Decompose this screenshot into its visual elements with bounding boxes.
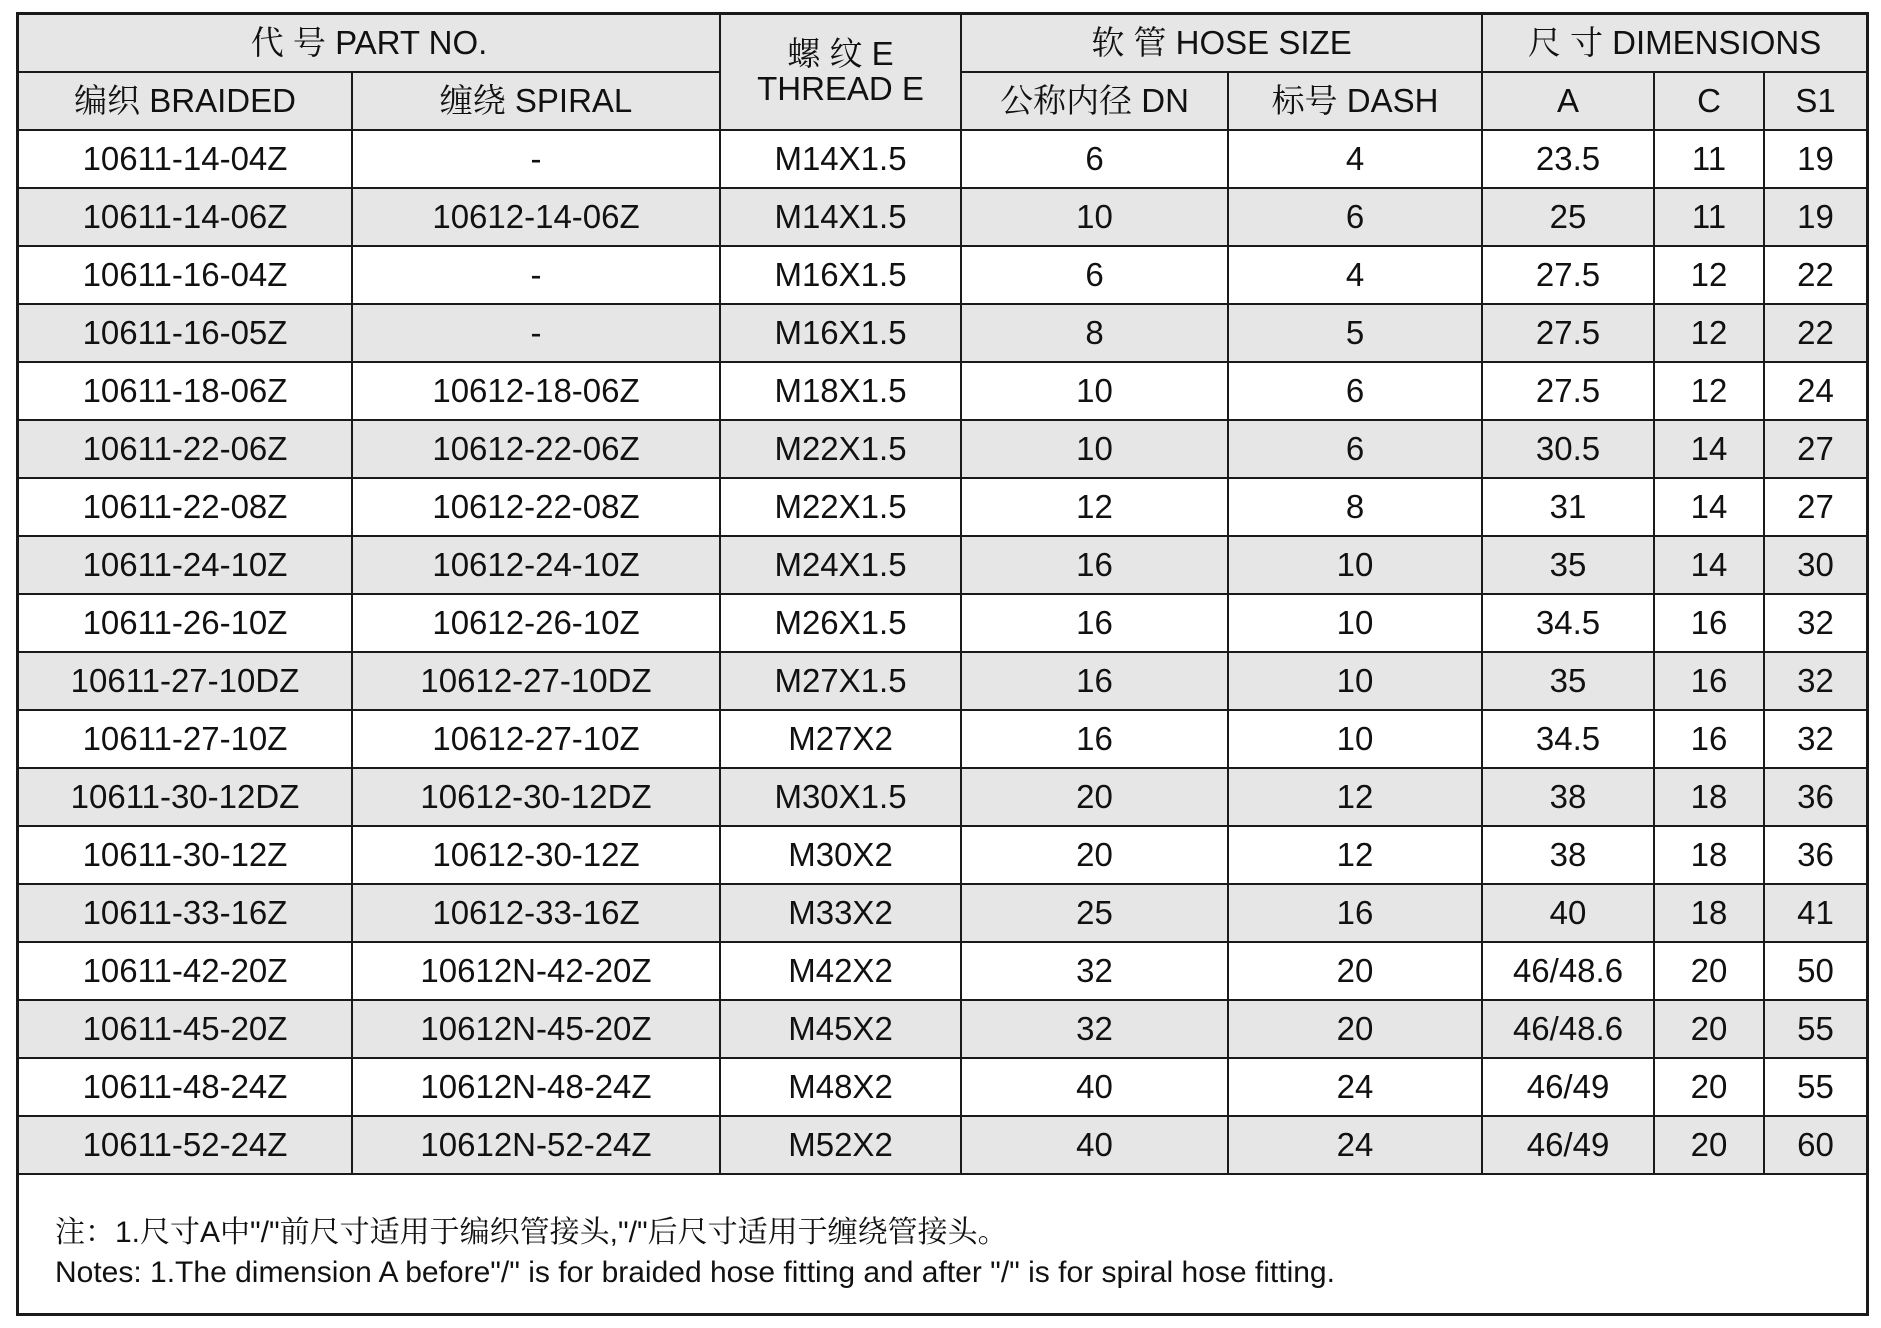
cell-thread: M16X1.5 xyxy=(720,304,961,362)
cell-dash: 20 xyxy=(1228,942,1482,1000)
cell-thread: M30X1.5 xyxy=(720,768,961,826)
cell-s1: 24 xyxy=(1764,362,1866,420)
cell-a: 46/49 xyxy=(1482,1116,1654,1174)
cell-braided: 10611-16-05Z xyxy=(19,304,352,362)
cell-a: 38 xyxy=(1482,768,1654,826)
cell-dash: 5 xyxy=(1228,304,1482,362)
header-s1: S1 xyxy=(1764,72,1866,130)
table-row xyxy=(19,536,1866,594)
cell-spiral: 10612-27-10DZ xyxy=(352,652,720,710)
table-row xyxy=(19,246,1866,304)
cell-braided: 10611-14-06Z xyxy=(19,188,352,246)
cell-thread: M42X2 xyxy=(720,942,961,1000)
cell-braided: 10611-27-10DZ xyxy=(19,652,352,710)
cell-spiral: 10612-22-08Z xyxy=(352,478,720,536)
table-row xyxy=(19,652,1866,710)
cell-dash: 4 xyxy=(1228,130,1482,188)
header-thread-cn: 螺 纹 E xyxy=(787,35,894,73)
cell-dn: 16 xyxy=(961,710,1228,768)
cell-a: 46/49 xyxy=(1482,1058,1654,1116)
table-row xyxy=(19,188,1866,246)
cell-s1: 41 xyxy=(1764,884,1866,942)
cell-c: 11 xyxy=(1654,188,1764,246)
table-row xyxy=(19,826,1866,884)
cell-spiral: 10612N-42-20Z xyxy=(352,942,720,1000)
header-c: C xyxy=(1654,72,1764,130)
header-thread xyxy=(720,15,961,130)
header-part-no: 代 号 PART NO. xyxy=(19,15,720,72)
header-braided: 编织 BRAIDED xyxy=(19,72,352,130)
cell-c: 12 xyxy=(1654,246,1764,304)
cell-dn: 32 xyxy=(961,942,1228,1000)
cell-dn: 32 xyxy=(961,1000,1228,1058)
cell-dn: 20 xyxy=(961,826,1228,884)
cell-s1: 55 xyxy=(1764,1000,1866,1058)
table-row xyxy=(19,478,1866,536)
cell-braided: 10611-42-20Z xyxy=(19,942,352,1000)
cell-spiral: 10612-33-16Z xyxy=(352,884,720,942)
cell-braided: 10611-14-04Z xyxy=(19,130,352,188)
header-a: A xyxy=(1482,72,1654,130)
cell-a: 40 xyxy=(1482,884,1654,942)
cell-dash: 6 xyxy=(1228,420,1482,478)
cell-a: 35 xyxy=(1482,536,1654,594)
header-hose-size: 软 管 HOSE SIZE xyxy=(961,15,1482,72)
cell-spiral: 10612-18-06Z xyxy=(352,362,720,420)
cell-a: 34.5 xyxy=(1482,710,1654,768)
cell-dash: 12 xyxy=(1228,826,1482,884)
cell-a: 46/48.6 xyxy=(1482,942,1654,1000)
cell-a: 27.5 xyxy=(1482,362,1654,420)
cell-braided: 10611-22-08Z xyxy=(19,478,352,536)
cell-dn: 16 xyxy=(961,652,1228,710)
cell-s1: 50 xyxy=(1764,942,1866,1000)
cell-s1: 60 xyxy=(1764,1116,1866,1174)
cell-a: 31 xyxy=(1482,478,1654,536)
cell-dn: 10 xyxy=(961,362,1228,420)
cell-a: 35 xyxy=(1482,652,1654,710)
header-dash: 标号 DASH xyxy=(1228,72,1482,130)
cell-c: 14 xyxy=(1654,478,1764,536)
cell-c: 18 xyxy=(1654,768,1764,826)
cell-spiral: 10612-24-10Z xyxy=(352,536,720,594)
note-cn: 注：1.尺寸A中"/"前尺寸适用于编织管接头,"/"后尺寸适用于缠绕管接头。 xyxy=(55,1216,1008,1249)
table-row xyxy=(19,594,1866,652)
cell-a: 38 xyxy=(1482,826,1654,884)
cell-braided: 10611-16-04Z xyxy=(19,246,352,304)
cell-thread: M14X1.5 xyxy=(720,130,961,188)
cell-thread: M30X2 xyxy=(720,826,961,884)
cell-thread: M18X1.5 xyxy=(720,362,961,420)
cell-dn: 6 xyxy=(961,246,1228,304)
cell-s1: 22 xyxy=(1764,246,1866,304)
table-row xyxy=(19,942,1866,1000)
cell-dash: 6 xyxy=(1228,362,1482,420)
cell-braided: 10611-52-24Z xyxy=(19,1116,352,1174)
cell-spiral: 10612N-45-20Z xyxy=(352,1000,720,1058)
cell-s1: 36 xyxy=(1764,768,1866,826)
cell-braided: 10611-24-10Z xyxy=(19,536,352,594)
table-row xyxy=(19,1000,1866,1058)
cell-s1: 30 xyxy=(1764,536,1866,594)
notes xyxy=(55,1213,1335,1293)
cell-a: 27.5 xyxy=(1482,246,1654,304)
cell-a: 23.5 xyxy=(1482,130,1654,188)
cell-spiral: 10612N-48-24Z xyxy=(352,1058,720,1116)
cell-dash: 24 xyxy=(1228,1058,1482,1116)
cell-spiral: 10612N-52-24Z xyxy=(352,1116,720,1174)
cell-s1: 32 xyxy=(1764,652,1866,710)
cell-c: 11 xyxy=(1654,130,1764,188)
table-row xyxy=(19,710,1866,768)
header-spiral: 缠绕 SPIRAL xyxy=(352,72,720,130)
cell-dn: 10 xyxy=(961,188,1228,246)
cell-c: 20 xyxy=(1654,1000,1764,1058)
cell-a: 30.5 xyxy=(1482,420,1654,478)
cell-s1: 32 xyxy=(1764,710,1866,768)
cell-thread: M27X2 xyxy=(720,710,961,768)
cell-thread: M14X1.5 xyxy=(720,188,961,246)
cell-a: 25 xyxy=(1482,188,1654,246)
cell-thread: M33X2 xyxy=(720,884,961,942)
cell-dash: 8 xyxy=(1228,478,1482,536)
cell-spiral: 10612-22-06Z xyxy=(352,420,720,478)
cell-thread: M16X1.5 xyxy=(720,246,961,304)
table-row xyxy=(19,420,1866,478)
cell-braided: 10611-45-20Z xyxy=(19,1000,352,1058)
table-row xyxy=(19,362,1866,420)
cell-dn: 8 xyxy=(961,304,1228,362)
cell-s1: 55 xyxy=(1764,1058,1866,1116)
cell-spiral: - xyxy=(352,304,720,362)
cell-dash: 10 xyxy=(1228,536,1482,594)
cell-dash: 10 xyxy=(1228,594,1482,652)
spec-document xyxy=(16,12,1869,1316)
cell-thread: M22X1.5 xyxy=(720,420,961,478)
cell-spiral: 10612-30-12DZ xyxy=(352,768,720,826)
cell-c: 20 xyxy=(1654,942,1764,1000)
cell-dash: 16 xyxy=(1228,884,1482,942)
table-row xyxy=(19,884,1866,942)
cell-s1: 32 xyxy=(1764,594,1866,652)
cell-braided: 10611-30-12DZ xyxy=(19,768,352,826)
table-row xyxy=(19,768,1866,826)
cell-braided: 10611-33-16Z xyxy=(19,884,352,942)
cell-dash: 20 xyxy=(1228,1000,1482,1058)
cell-thread: M45X2 xyxy=(720,1000,961,1058)
cell-dn: 10 xyxy=(961,420,1228,478)
cell-thread: M27X1.5 xyxy=(720,652,961,710)
cell-c: 18 xyxy=(1654,826,1764,884)
header-row-1 xyxy=(19,15,1866,72)
cell-dn: 12 xyxy=(961,478,1228,536)
cell-a: 34.5 xyxy=(1482,594,1654,652)
table-row xyxy=(19,304,1866,362)
cell-spiral: - xyxy=(352,130,720,188)
header-thread-en: THREAD E xyxy=(757,70,924,107)
cell-spiral: - xyxy=(352,246,720,304)
cell-c: 12 xyxy=(1654,362,1764,420)
cell-c: 20 xyxy=(1654,1058,1764,1116)
cell-c: 18 xyxy=(1654,884,1764,942)
cell-dn: 16 xyxy=(961,536,1228,594)
cell-s1: 27 xyxy=(1764,478,1866,536)
cell-dash: 6 xyxy=(1228,188,1482,246)
table-header xyxy=(19,15,1866,130)
table-row xyxy=(19,1116,1866,1174)
cell-dn: 20 xyxy=(961,768,1228,826)
cell-c: 12 xyxy=(1654,304,1764,362)
cell-thread: M52X2 xyxy=(720,1116,961,1174)
cell-c: 14 xyxy=(1654,420,1764,478)
cell-spiral: 10612-27-10Z xyxy=(352,710,720,768)
cell-thread: M26X1.5 xyxy=(720,594,961,652)
header-dimensions: 尺 寸 DIMENSIONS xyxy=(1482,15,1866,72)
cell-c: 20 xyxy=(1654,1116,1764,1174)
cell-s1: 22 xyxy=(1764,304,1866,362)
cell-c: 14 xyxy=(1654,536,1764,594)
table-body xyxy=(19,130,1866,1174)
cell-spiral: 10612-26-10Z xyxy=(352,594,720,652)
table-row xyxy=(19,130,1866,188)
header-dn: 公称内径 DN xyxy=(961,72,1228,130)
cell-thread: M24X1.5 xyxy=(720,536,961,594)
spec-table xyxy=(19,15,1866,1175)
cell-thread: M22X1.5 xyxy=(720,478,961,536)
cell-braided: 10611-26-10Z xyxy=(19,594,352,652)
cell-s1: 36 xyxy=(1764,826,1866,884)
cell-braided: 10611-30-12Z xyxy=(19,826,352,884)
cell-dn: 40 xyxy=(961,1116,1228,1174)
cell-spiral: 10612-14-06Z xyxy=(352,188,720,246)
note-en: Notes: 1.The dimension A before"/" is for braided hose fitting and after "/" is for spiral hose fitting. xyxy=(55,1256,1335,1289)
cell-s1: 19 xyxy=(1764,130,1866,188)
cell-braided: 10611-22-06Z xyxy=(19,420,352,478)
cell-dash: 10 xyxy=(1228,710,1482,768)
cell-c: 16 xyxy=(1654,594,1764,652)
cell-braided: 10611-27-10Z xyxy=(19,710,352,768)
cell-thread: M48X2 xyxy=(720,1058,961,1116)
table-row xyxy=(19,1058,1866,1116)
cell-c: 16 xyxy=(1654,652,1764,710)
cell-dash: 10 xyxy=(1228,652,1482,710)
cell-spiral: 10612-30-12Z xyxy=(352,826,720,884)
cell-s1: 19 xyxy=(1764,188,1866,246)
cell-s1: 27 xyxy=(1764,420,1866,478)
cell-dash: 24 xyxy=(1228,1116,1482,1174)
cell-dn: 16 xyxy=(961,594,1228,652)
cell-dn: 40 xyxy=(961,1058,1228,1116)
cell-dash: 4 xyxy=(1228,246,1482,304)
cell-dash: 12 xyxy=(1228,768,1482,826)
cell-a: 27.5 xyxy=(1482,304,1654,362)
cell-a: 46/48.6 xyxy=(1482,1000,1654,1058)
cell-c: 16 xyxy=(1654,710,1764,768)
cell-braided: 10611-48-24Z xyxy=(19,1058,352,1116)
cell-braided: 10611-18-06Z xyxy=(19,362,352,420)
cell-dn: 25 xyxy=(961,884,1228,942)
cell-dn: 6 xyxy=(961,130,1228,188)
